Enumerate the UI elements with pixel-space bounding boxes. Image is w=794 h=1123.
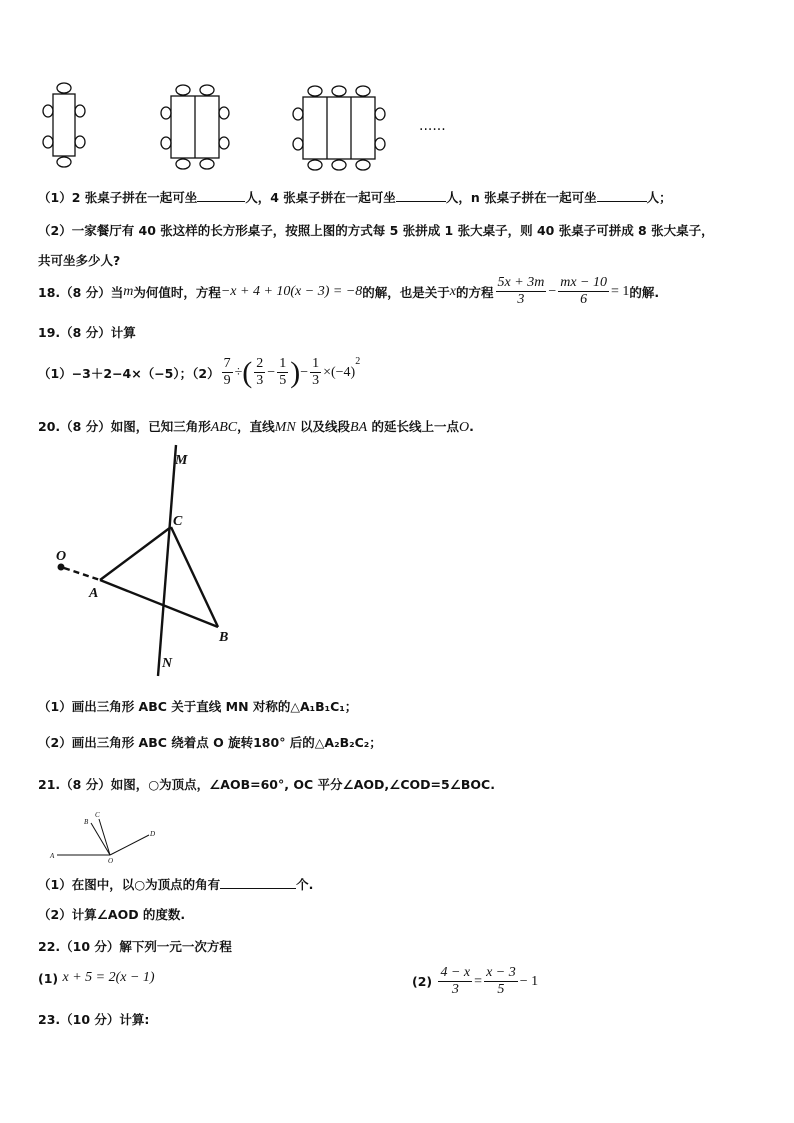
line-mn (158, 445, 176, 676)
q21-part2: （2）计算∠AOD 的度数. (38, 907, 186, 922)
q17-part2-line2: 共可坐多少人? (38, 253, 121, 268)
label-b: B (219, 630, 229, 645)
q23-heading: 23.（10 分）计算: (38, 1012, 150, 1027)
q21-heading: 21.（8 分）如图，○为顶点，∠AOB=60°, OC 平分∠AOD,∠COD=5∠BOC. (38, 777, 495, 792)
label-c: C (173, 514, 183, 529)
fraction: $\frac{mx - 10}{6}$ (560, 275, 607, 307)
label-d: D (150, 830, 156, 838)
q20-part1: （1）画出三角形 ABC 关于直线 MN 对称的△A₁B₁C₁； (38, 699, 358, 714)
left-paren: ( (242, 355, 253, 389)
q22-heading: 22.（10 分）解下列一元一次方程 (38, 939, 232, 954)
equation-1: −x + 4 + 10(x − 3) = −8 (220, 283, 363, 299)
label-o: O (56, 549, 67, 564)
label-c: C (95, 811, 100, 819)
answer-blank[interactable] (197, 189, 245, 202)
point-o (58, 564, 65, 571)
pattern-ellipsis: ...... (419, 118, 446, 134)
answer-blank[interactable] (396, 189, 446, 202)
ray-oc (99, 819, 110, 855)
ray-ob (91, 823, 110, 855)
fraction: $\frac{5x + 3m}{3}$ (497, 275, 545, 307)
label-n: N (162, 656, 173, 671)
answer-blank[interactable] (597, 189, 647, 202)
fraction: $\frac{7}{9}$ (223, 356, 231, 388)
q19-heading: 19.（8 分）计算 (38, 325, 136, 340)
angle-figure (45, 805, 175, 865)
q22-part2: (2) $\frac{4 - x}{3}$ = $\frac{x - 3}{5}$ − 1 (412, 965, 539, 997)
fraction: $\frac{1}{3}$ (312, 356, 320, 388)
fraction: $\frac{x - 3}{5}$ (486, 965, 516, 997)
q20-part2: （2）画出三角形 ABC 绕着点 O 旋转180° 后的△A₂B₂C₂； (38, 735, 382, 750)
fraction: $\frac{2}{3}$ (256, 356, 264, 388)
extension-ao (64, 568, 100, 580)
label-b: B (84, 818, 89, 826)
label-a: A (89, 586, 99, 601)
q18: 18.（8 分）当 m 为何值时，方程 −x + 4 + 10(x − 3) = −8 的解，也是关于 x 的方程 $\frac{5x + 3m}{3}$ − $\frac{mx - 10}{6}$ = 1 的解. (38, 275, 660, 307)
q21-part1: （1）在图中，以○为顶点的角有 个. (38, 877, 314, 892)
tables-figure (30, 80, 470, 175)
label-a: A (50, 852, 55, 860)
triangle-figure (40, 440, 280, 680)
label-o: O (108, 857, 114, 865)
q19-parts: （1）−3＋2−4×（−5）；（2） $\frac{7}{9}$ ÷ ( $\frac{2}{3}$ − $\frac{1}{5}$ ) − $\frac{1}{3}$ ×(−4) $^2$ (38, 355, 361, 389)
fraction: $\frac{1}{5}$ (279, 356, 287, 388)
q17-part2-line1: （2）一家餐厅有 40 张这样的长方形桌子，按照上图的方式每 5 张拼成 1 张大桌子，则 40 张桌子可拼成 8 张大桌子， (38, 223, 714, 238)
segment-ac (100, 527, 171, 580)
fraction: $\frac{4 - x}{3}$ (440, 965, 471, 997)
right-paren: ) (290, 355, 301, 389)
q20-heading: 20.（8 分）如图，已知三角形ABC，直线MN 以及线段BA 的延长线上一点O. (38, 419, 474, 435)
q17-part1: （1）2 张桌子拼在一起可坐 人，4 张桌子拼在一起可坐 人，n 张桌子拼在一起可坐 人； (38, 190, 672, 205)
ray-od (110, 835, 149, 855)
label-m: M (175, 453, 188, 468)
q22-part1: (1) x + 5 = 2(x − 1) (38, 970, 155, 986)
answer-blank[interactable] (220, 876, 296, 889)
